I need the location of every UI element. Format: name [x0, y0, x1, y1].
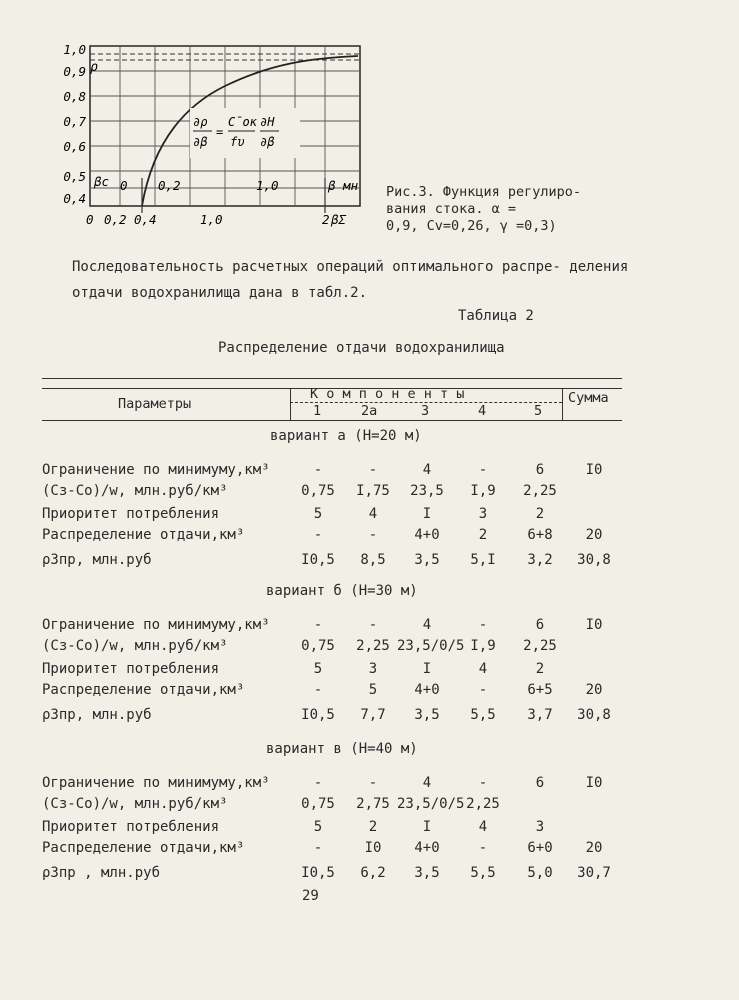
row-label: Распределение отдачи,км³	[42, 682, 245, 698]
inner-label: 0,2	[158, 178, 181, 193]
svg-text:∂β: ∂β	[193, 135, 208, 149]
table-cell: 2	[535, 661, 545, 677]
body-paragraph: Последовательность расчетных операций оптимального распре- деления отдачи водохранилища дана в табл.2.	[72, 259, 629, 301]
table-cell: 6,2	[360, 865, 386, 881]
component-label: 1	[313, 403, 322, 419]
table-cell: I	[422, 819, 432, 835]
table-cell: -	[478, 462, 488, 478]
table-cell: -	[368, 775, 378, 791]
row-label: ρЗпр , млн.руб	[42, 865, 161, 881]
table-cell: -	[368, 527, 378, 543]
table-header-rule	[42, 420, 622, 421]
table-cell: 4	[478, 661, 488, 677]
y-tick: 1,0	[63, 42, 86, 57]
row-label: Распределение отдачи,км³	[42, 840, 245, 856]
table-cell: 6+8	[527, 527, 553, 543]
table-cell: 5	[313, 506, 323, 522]
svg-text:=: =	[216, 125, 224, 139]
table-cell: 5	[368, 682, 378, 698]
y-tick: 0,9	[63, 64, 86, 79]
table-cell: 5	[313, 819, 323, 835]
table-cell: 5,0	[527, 865, 553, 881]
row-label: (Cз-Cо)/w, млн.руб/км³	[42, 796, 228, 812]
table-cell: 3,7	[527, 707, 553, 723]
figure-caption	[386, 184, 581, 235]
table-cell: I0,5	[301, 865, 335, 881]
table-cell: 2,75	[356, 796, 390, 812]
variant-title: вариант а (H=20 м)	[270, 428, 422, 444]
svg-text:∂H: ∂H	[260, 115, 275, 129]
beta-c-label: βc	[94, 174, 110, 189]
component-label: 3	[421, 403, 430, 419]
table-cell: 30,7	[577, 865, 611, 881]
table-cell: 20	[585, 682, 603, 698]
table-cell: 6	[535, 617, 545, 633]
table-cell: 2,25	[356, 638, 390, 654]
table-cell: -	[478, 617, 488, 633]
x-tick: 0,4	[134, 212, 157, 227]
table-cell: 3	[368, 661, 378, 677]
row-label: Ограничение по минимуму,км³	[42, 775, 270, 791]
svg-text:C̄ок: C̄ок	[228, 115, 257, 129]
table-cell: I,75	[356, 483, 390, 499]
row-label: Приоритет потребления	[42, 506, 220, 522]
component-label: 4	[478, 403, 487, 419]
table-cell: 5,I	[470, 552, 496, 568]
table-cell: -	[368, 462, 378, 478]
rho-label: ρ	[90, 60, 98, 75]
y-tick: 0,8	[63, 89, 86, 104]
table-cell: 5,5	[470, 865, 496, 881]
y-tick: 0,7	[63, 114, 86, 129]
variant-title: вариант в (H=40 м)	[266, 741, 418, 757]
table-cell: 5,5	[470, 707, 496, 723]
table-cell: 2,25	[466, 796, 500, 812]
table-cell: I0,5	[301, 552, 335, 568]
row-label: Ограничение по минимуму,км³	[42, 462, 270, 478]
table-cell: -	[313, 617, 323, 633]
table-cell: I	[422, 506, 432, 522]
table-cell: -	[313, 462, 323, 478]
table-cell: 5	[313, 661, 323, 677]
table-cell: I0	[585, 617, 603, 633]
table-cell: 6+5	[527, 682, 553, 698]
table-cell: 2	[368, 819, 378, 835]
variant-title: вариант б (H=30 м)	[266, 583, 418, 599]
table-cell: 6	[535, 462, 545, 478]
table-cell: 3	[478, 506, 488, 522]
table-title: Распределение отдачи водохранилища	[218, 340, 505, 356]
table-cell: -	[478, 682, 488, 698]
table-cell: 4	[368, 506, 378, 522]
row-label: (Cз-Cо)/w, млн.руб/км³	[42, 483, 228, 499]
table-cell: 2	[478, 527, 488, 543]
x-tick: 0,2	[104, 212, 127, 227]
table-cell: 7,7	[360, 707, 386, 723]
table-cell: -	[478, 775, 488, 791]
y-tick: 0,6	[63, 139, 86, 154]
page-number: 29	[302, 888, 319, 904]
table-cell: 23,5/0/5	[397, 796, 465, 812]
table-cell: -	[313, 527, 323, 543]
table-cell: I	[422, 661, 432, 677]
table-cell: 30,8	[577, 552, 611, 568]
svg-text:fυ: fυ	[230, 135, 245, 149]
table-cell: 6	[535, 775, 545, 791]
inner-label: 1,0	[256, 178, 279, 193]
y-tick: 0,5	[63, 169, 86, 184]
row-label: Распределение отдачи,км³	[42, 527, 245, 543]
table-cell: 2,25	[523, 638, 557, 654]
table-cell: 30,8	[577, 707, 611, 723]
component-label: 5	[534, 403, 543, 419]
row-label: (Cз-Cо)/w, млн.руб/км³	[42, 638, 228, 654]
row-label: Приоритет потребления	[42, 819, 220, 835]
table-cell: I0,5	[301, 707, 335, 723]
table-cell: 0,75	[301, 796, 335, 812]
row-label: Ограничение по минимуму,км³	[42, 617, 270, 633]
table-cell: 23,5	[410, 483, 444, 499]
table-cell: 0,75	[301, 483, 335, 499]
table-cell: -	[313, 775, 323, 791]
table-cell: I,9	[470, 483, 496, 499]
table-cell: 3,2	[527, 552, 553, 568]
table-cell: -	[368, 617, 378, 633]
regulation-figure	[50, 38, 370, 228]
table-cell: 0,75	[301, 638, 335, 654]
x-tick: 2	[322, 212, 330, 227]
table-cell: 4+0	[414, 682, 440, 698]
table-cell: 23,5/0/5	[397, 638, 465, 654]
svg-text:∂β: ∂β	[260, 135, 275, 149]
header-params: Параметры	[118, 396, 192, 412]
table-cell: I0	[364, 840, 382, 856]
table-cell: 4+0	[414, 527, 440, 543]
table-cell: 20	[585, 840, 603, 856]
caption-line: 0,9, Cv=0,26, γ =0,3)	[386, 218, 557, 234]
header-sum: Сумма	[568, 390, 609, 406]
table-cell: 4	[478, 819, 488, 835]
header-components: К о м п о н е н т ы	[310, 386, 465, 402]
table-cell: 3,5	[414, 552, 440, 568]
y-tick: 0,4	[63, 191, 86, 206]
table-cell: I0	[585, 462, 603, 478]
component-label: 2а	[361, 403, 378, 419]
table-cell: 4	[422, 462, 432, 478]
table-cell: 2,25	[523, 483, 557, 499]
table-cell: 3	[535, 819, 545, 835]
table-cell: -	[313, 840, 323, 856]
beta-mn-label: β мн	[328, 178, 359, 193]
row-label: ρЗпр, млн.руб	[42, 707, 152, 723]
col-sep	[562, 388, 563, 420]
table-cell: 4	[422, 775, 432, 791]
caption-line: Рис.3. Функция регулиро-	[386, 184, 582, 200]
table-cell: 3,5	[414, 707, 440, 723]
table-cell: 4+0	[414, 840, 440, 856]
col-sep	[290, 388, 291, 420]
table-cell: I,9	[470, 638, 496, 654]
x-tick: βΣ	[331, 212, 347, 227]
svg-text:∂ρ: ∂ρ	[193, 115, 208, 129]
table-top-rule	[42, 378, 622, 379]
table-cell: 2	[535, 506, 545, 522]
row-label: Приоритет потребления	[42, 661, 220, 677]
inner-label: 0	[120, 178, 128, 193]
table-cell: 8,5	[360, 552, 386, 568]
table-cell: -	[313, 682, 323, 698]
caption-line: вания стока. α =	[386, 201, 517, 217]
row-label: ρЗпр, млн.руб	[42, 552, 152, 568]
table-cell: 3,5	[414, 865, 440, 881]
table-cell: 20	[585, 527, 603, 543]
table-cell: 6+0	[527, 840, 553, 856]
table-cell: 4	[422, 617, 432, 633]
table-cell: I0	[585, 775, 603, 791]
table-cell: -	[478, 840, 488, 856]
table-number: Таблица 2	[458, 308, 534, 324]
x-tick: 1,0	[200, 212, 223, 227]
x-tick: 0	[86, 212, 94, 227]
